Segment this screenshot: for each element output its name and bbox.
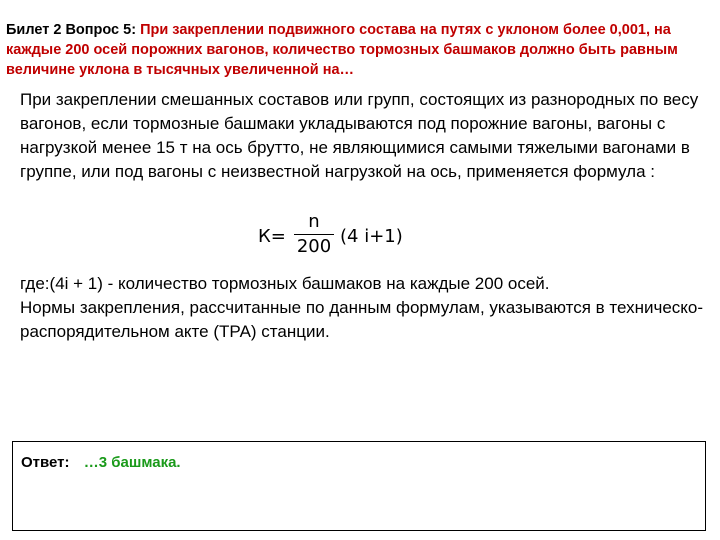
question-text: При закреплении подвижного состава на путях с уклоном более 0,001, на каждые 200 осей порожних вагонов, количество тормозных башмаков должно быть равным величине уклона в тысячных увеличенной на… [6,22,678,78]
explanation [20,272,710,344]
explanation-line-1: где:(4i + 1) - количество тормозных башмаков на каждые 200 осей. [20,274,550,293]
formula-denominator: 200 [296,236,332,257]
formula-rhs: (4 i+1) [340,226,403,247]
formula-numerator: n [308,211,320,232]
answer-line [21,454,181,471]
answer-value: …3 башмака. [83,454,181,471]
explanation-line-2: Нормы закрепления, рассчитанные по данным формулам, указываются в техническо-распорядительном акте (ТРА) станции. [20,298,704,341]
answer-box [12,441,706,531]
formula-fraction [294,212,334,257]
question-header [6,20,706,80]
formula-lhs: К= [258,226,286,247]
ticket-number: Билет 2 Вопрос 5: [6,22,137,38]
fraction-bar [294,234,334,235]
body-paragraph: При закреплении смешанных составов или групп, состоящих из разнородных по весу вагонов, если тормозные башмаки укладываются под порожние вагоны, вагоны с нагрузкой менее 15 т на ось брутто, не являющимися самыми тяжелыми вагонами в группе, или под вагоны с неизвестной нагрузкой на ось, применяется формула : [20,90,699,181]
answer-label: Ответ: [21,454,70,471]
